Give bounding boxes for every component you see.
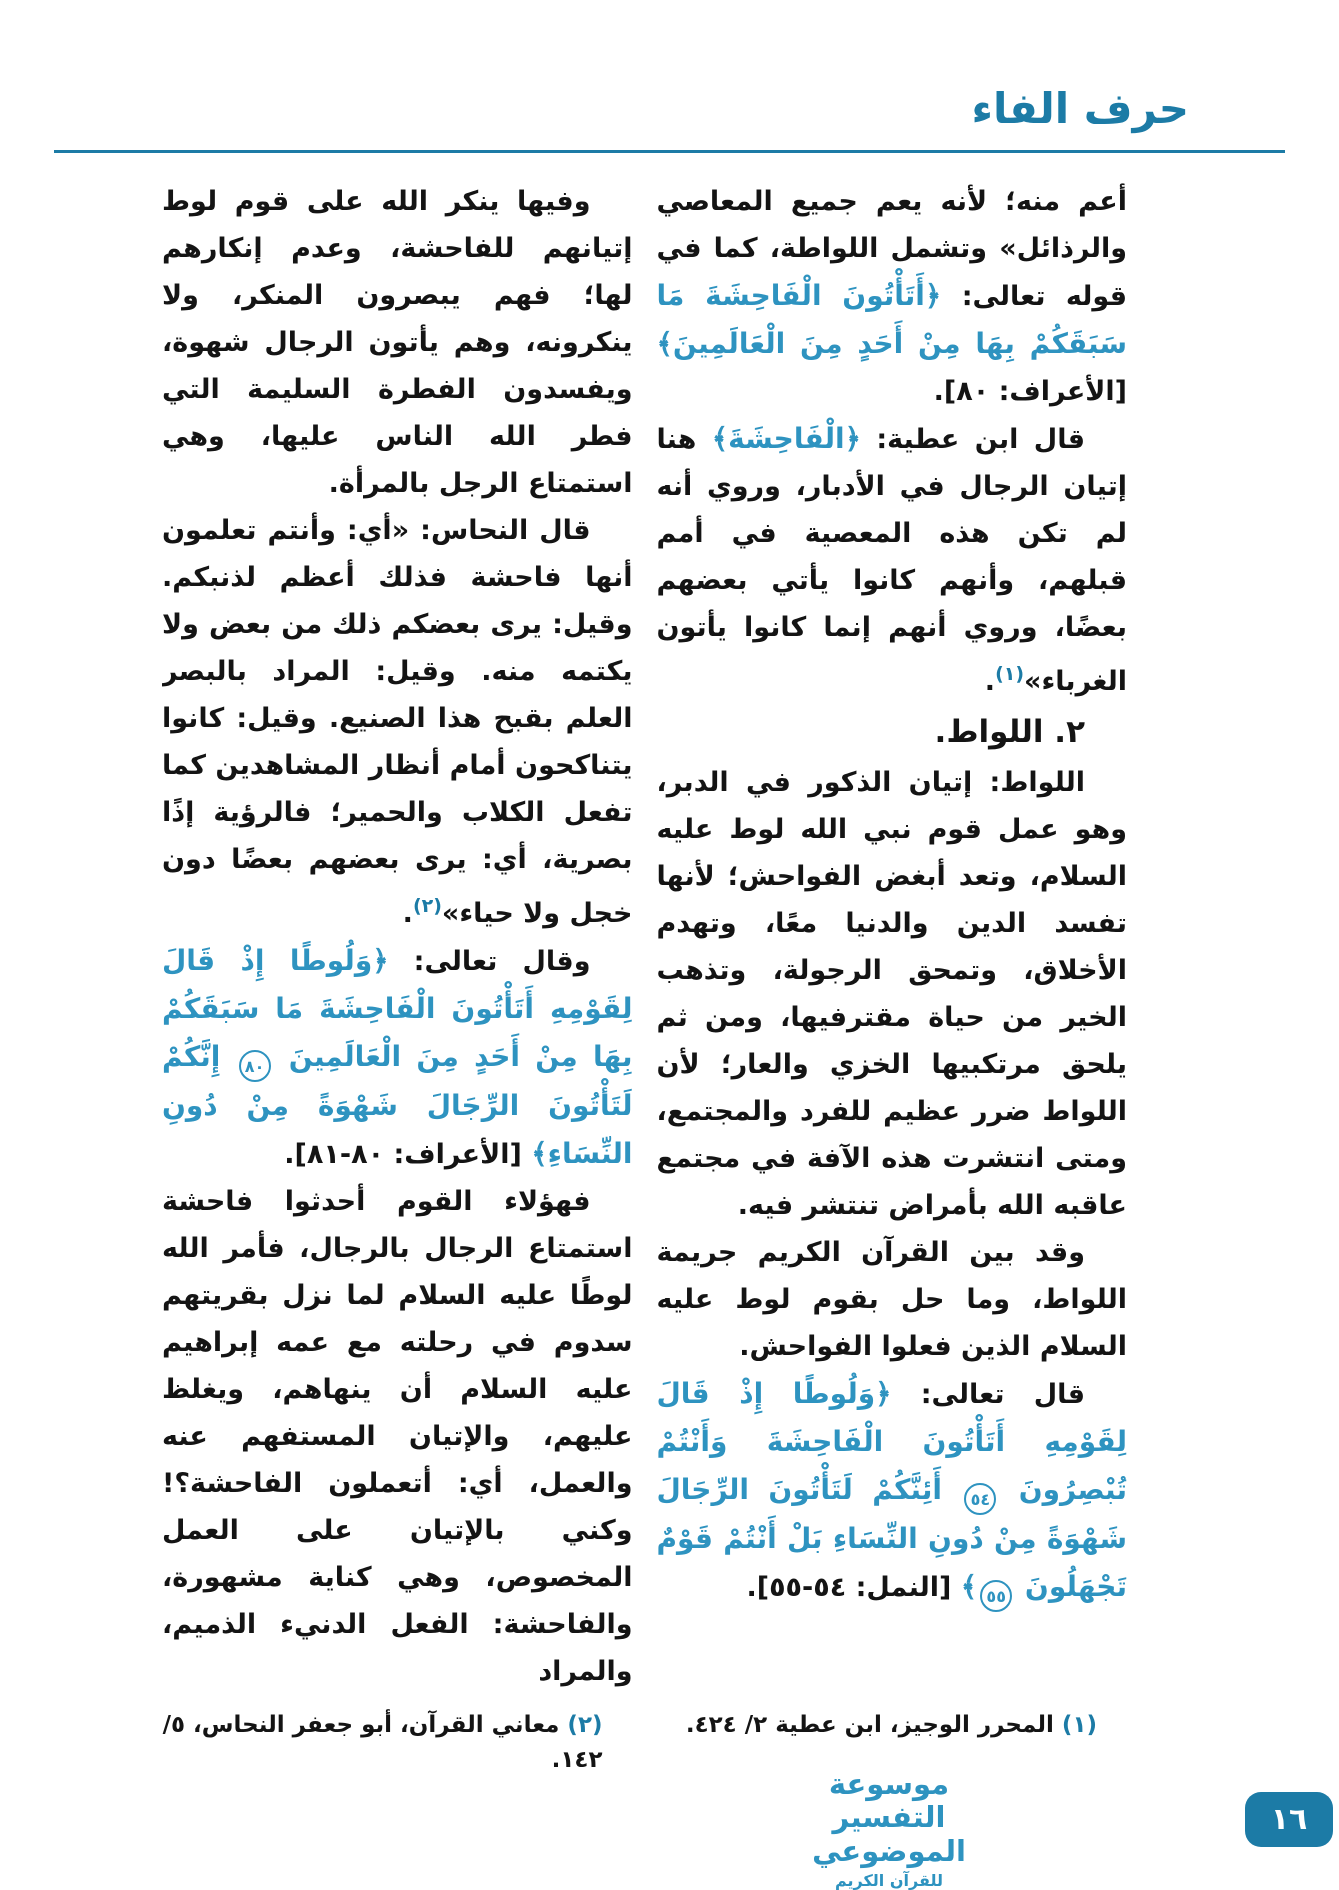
body-text: [الأعراف: ٨٠]. <box>933 376 1127 407</box>
header-rule <box>54 150 1285 153</box>
column-left <box>162 178 633 1700</box>
paragraph <box>162 507 633 937</box>
body-text: قال ابن عطية: <box>861 424 1086 455</box>
quran-verse: ﴿الْفَاحِشَةَ﴾ <box>711 422 862 455</box>
paragraph <box>162 937 633 1178</box>
paragraph <box>657 1370 1128 1612</box>
ayah-number: ٨٠ <box>239 1050 271 1082</box>
body-text: . <box>984 666 996 697</box>
quran-verse: ﴾ <box>960 1570 978 1603</box>
paragraph <box>657 759 1128 1229</box>
body-text: وقد بين القرآن الكريم جريمة اللواط، وما حل بقوم لوط عليه السلام الذين فعلوا الفواحش. <box>656 1237 1127 1362</box>
body-text: هنا إتيان الرجال في الأدبار، وروي أنه لم تكن هذه المعصية في أمم قبلهم، وأنهم كانوا يأتي بعضهم بعضًا، وروي أنهم إنما كانوا يأتون الغرباء» <box>656 424 1127 697</box>
body-text: فهؤلاء القوم أحدثوا فاحشة استمتاع الرجال بالرجال، فأمر الله لوطًا عليه السلام لما نزل بقريتهم سدوم في رحلته مع عمه إبراهيم عليه السلام أن ينهاهم، ويغلظ عليهم، والإتيان المستفهم عنه والعمل، أي: أتعملون الفاحشة؟! وكني بالإتيان على العمل المخصوص، وهي كناية مشهورة، والفاحشة: الفعل الدنيء الذميم، والمراد <box>162 1186 633 1687</box>
body-text: اللواط: إتيان الذكور في الدبر، وهو عمل قوم نبي الله لوط عليه السلام، وتعد أبغض الفواحش؛ لأنها تفسد الدين والدنيا معًا، وتهدم الأخلاق، وتمحق الرجولة، وتذهب الخير من حياة مقترفيها، ومن ثم يلحق مرتكبيها الخزي والعار؛ لأن اللواط ضرر عظيم للفرد والمجتمع، ومتى انتشرت هذه الآفة في مجتمع عاقبه الله بأمراض تنتشر فيه. <box>656 767 1127 1221</box>
quran-verse: إِنَّكُمْ لَتَأْتُونَ الرِّجَالَ شَهْوَةً مِنْ دُونِ النِّسَاءِ﴾ <box>162 1040 633 1170</box>
quran-verse: ﴿وَلُوطًا إِذْ قَالَ لِقَوْمِهِ أَتَأْتُونَ الْفَاحِشَةَ وَأَنْتُمْ تُبْصِرُونَ <box>656 1377 1127 1506</box>
body-text: وفيها ينكر الله على قوم لوط إتيانهم للفاحشة، وعدم إنكارهم لها؛ فهم يبصرون المنكر، ولا ينكرونه، وهم يأتون الرجال شهوة، ويفسدون الفطرة السليمة التي فطر الله الناس عليها، وهي استمتاع الرجل بالمرأة. <box>162 186 633 499</box>
page-body <box>162 178 1127 1700</box>
footnote-2-number: (٢) <box>567 1712 603 1738</box>
body-text: وقال تعالى: <box>388 946 591 977</box>
paragraph <box>162 178 633 507</box>
footnote-ref: (٢) <box>412 895 442 917</box>
page-number: ١٦ <box>1270 1802 1308 1837</box>
ayah-number: ٥٤ <box>964 1483 996 1515</box>
paragraph <box>162 1178 633 1695</box>
footnotes <box>162 1708 1127 1777</box>
paragraph <box>657 415 1128 705</box>
body-text: [الأعراف: ٨٠-٨١]. <box>284 1139 532 1170</box>
chapter-title: حرف الفاء <box>971 84 1189 133</box>
body-text: ٢. اللواط. <box>934 714 1085 750</box>
column-right <box>657 178 1128 1700</box>
quran-verse: ﴿وَلُوطًا إِذْ قَالَ لِقَوْمِهِ أَتَأْتُونَ الْفَاحِشَةَ مَا سَبَقَكُمْ بِهَا مِنْ أَحَدٍ مِنَ الْعَالَمِينَ <box>162 944 633 1073</box>
paragraph <box>657 1229 1128 1370</box>
footnote-1-text: المحرر الوجيز، ابن عطية ٢/ ٤٢٤. <box>685 1712 1054 1738</box>
body-text: [النمل: ٥٤-٥٥]. <box>746 1572 961 1603</box>
footnote-2 <box>162 1708 633 1777</box>
publisher-emblem-subtitle: للقرآن الكريم <box>834 1871 944 1890</box>
body-text: أعم منه؛ لأنه يعم جميع المعاصي والرذائل» وتشمل اللواطة، كما في قوله تعالى: <box>656 186 1127 312</box>
footnote-1-number: (١) <box>1061 1712 1097 1738</box>
footnote-2-text: معاني القرآن، أبو جعفر النحاس، ٥/ ١٤٢. <box>162 1712 603 1773</box>
page-number-badge <box>1245 1792 1333 1847</box>
quran-verse: أَئِنَّكُمْ لَتَأْتُونَ الرِّجَالَ شَهْوَةً مِنْ دُونِ النِّسَاءِ بَلْ أَنْتُمْ قَوْمٌ تَجْهَلُونَ <box>656 1473 1127 1603</box>
body-text: . <box>402 898 413 929</box>
ayah-number: ٥٥ <box>980 1580 1012 1612</box>
body-text: قال تعالى: <box>891 1379 1085 1410</box>
body-text: قال النحاس: «أي: وأنتم تعلمون أنها فاحشة فذلك أعظم لذنبكم. وقيل: يرى بعضكم ذلك من بعض ولا يكتمه منه. وقيل: المراد بالبصر العلم بقبح هذا الصنيع. وقيل: كانوا يتناكحون أمام أنظار المشاهدين كما تفعل الكلاب والحمير؛ فالرؤية إذًا بصرية، أي: يرى بعضهم بعضًا دون خجل ولا حياء» <box>162 515 633 929</box>
quran-verse: ﴿أَتَأْتُونَ الْفَاحِشَةَ مَا سَبَقَكُمْ بِهَا مِنْ أَحَدٍ مِنَ الْعَالَمِينَ﴾ <box>656 279 1127 360</box>
publisher-emblem-title: موسوعة التفسير الموضوعي <box>812 1767 966 1868</box>
paragraph <box>657 178 1128 415</box>
footnote-ref: (١) <box>995 663 1025 685</box>
publisher-emblem <box>769 1768 1009 1890</box>
section-heading <box>657 705 1128 759</box>
